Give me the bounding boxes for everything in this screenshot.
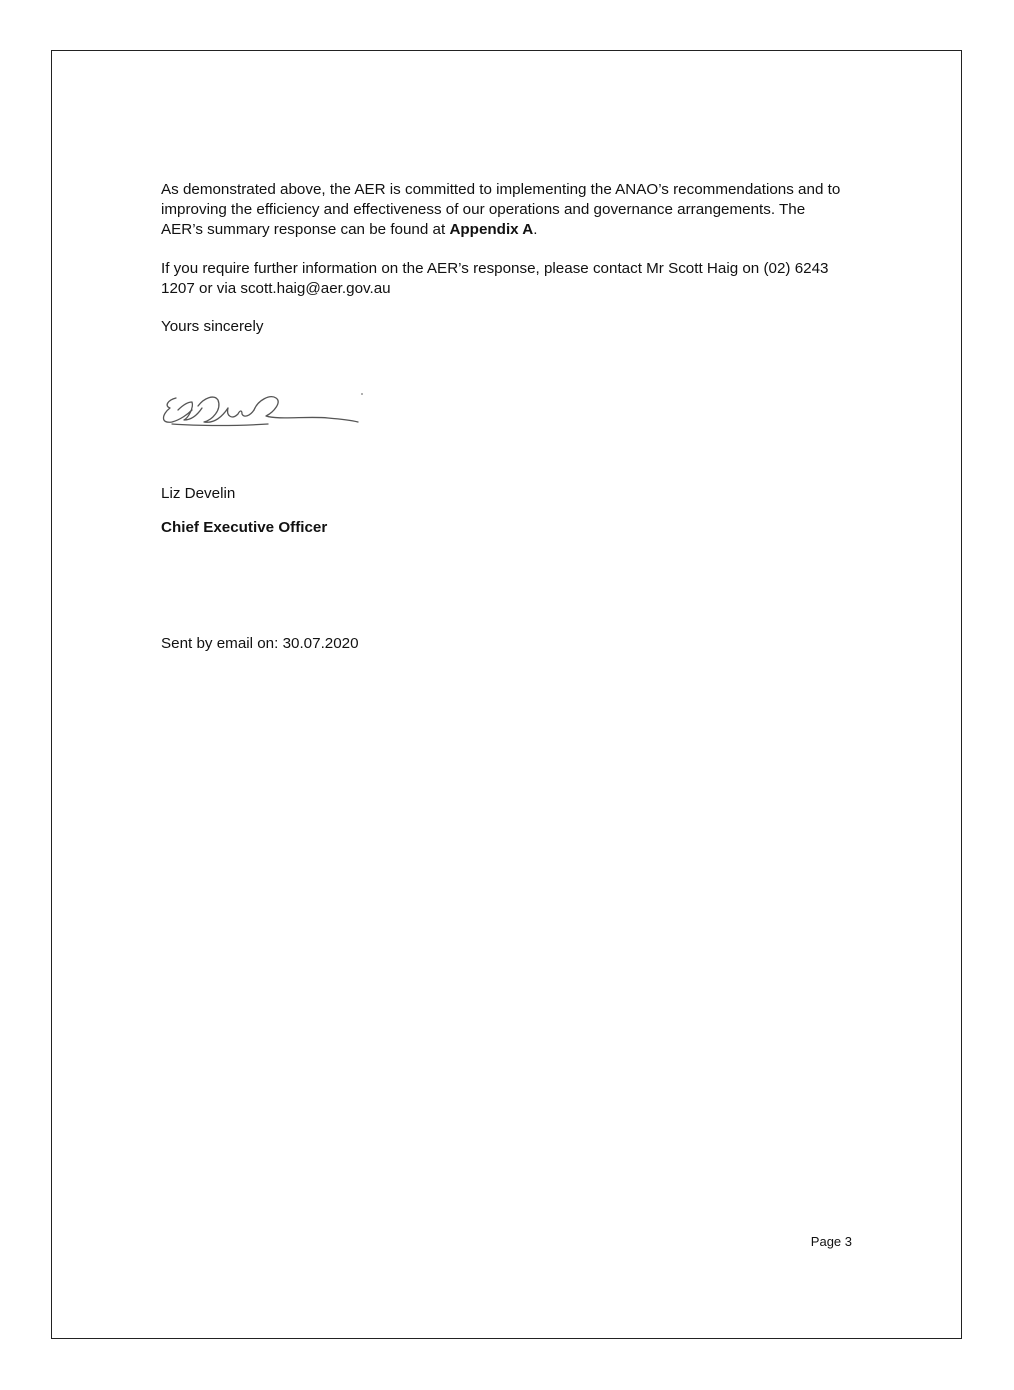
appendix-reference: Appendix A bbox=[449, 221, 534, 238]
closing-paragraph bbox=[161, 180, 841, 240]
valediction: Yours sincerely bbox=[161, 318, 264, 335]
signer-name: Liz Develin bbox=[161, 485, 236, 502]
contact-paragraph: If you require further information on the AER’s response, please contact Mr Scott Haig on (02) 6243 1207 or via scott.haig@aer.gov.au bbox=[161, 260, 829, 297]
page-frame bbox=[51, 50, 962, 1339]
page-number: Page 3 bbox=[810, 1234, 852, 1249]
signer-title: Chief Executive Officer bbox=[161, 519, 328, 536]
closing-paragraph-text: As demonstrated above, the AER is committed to implementing the ANAO’s recommendations and to improving the efficiency and effectiveness of our operations and governance arrangements. The AER’s summary response can be found at bbox=[161, 181, 841, 238]
sent-by-email-line: Sent by email on: 30.07.2020 bbox=[161, 635, 359, 652]
handwritten-signature bbox=[158, 380, 373, 440]
closing-paragraph-end: . bbox=[533, 221, 538, 238]
